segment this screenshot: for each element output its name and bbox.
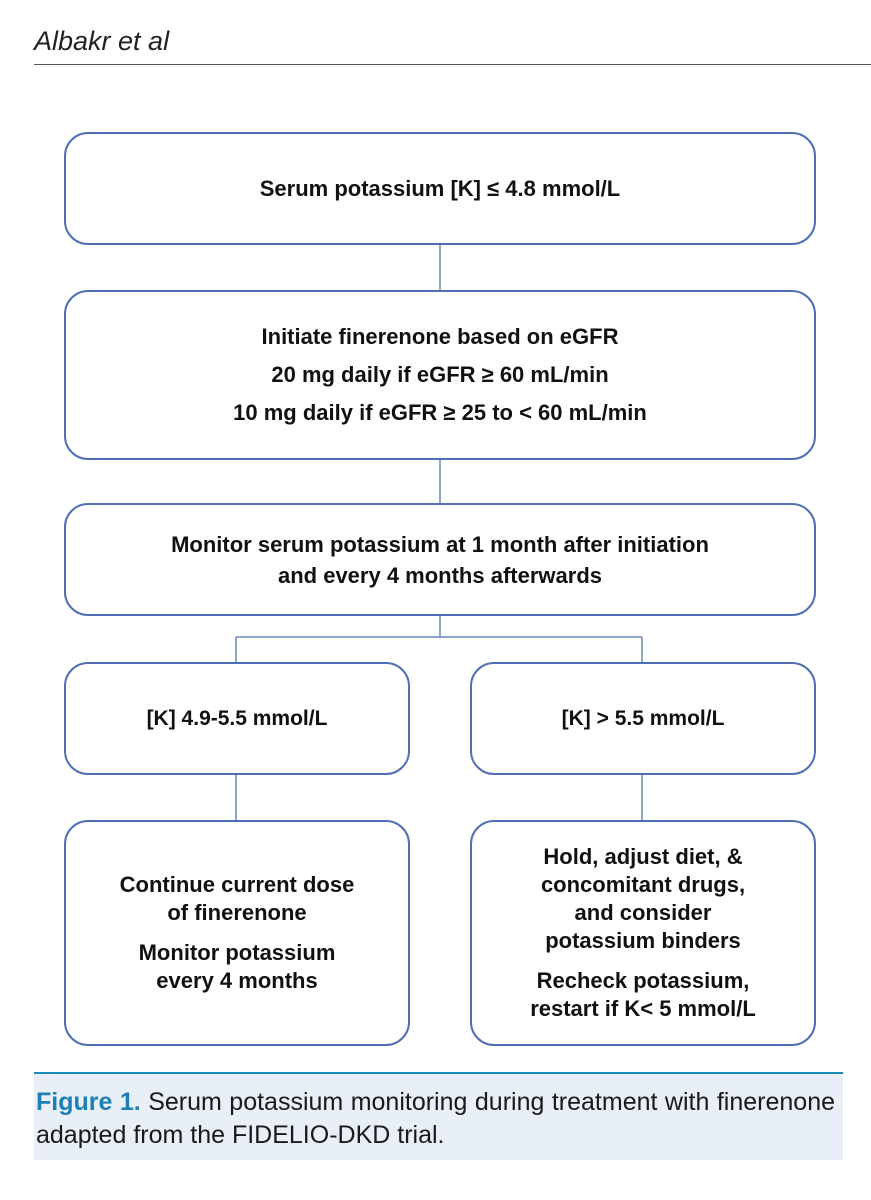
hold-text-line3: and consider <box>574 900 712 925</box>
initiate-finerenone-box <box>64 290 816 460</box>
serum-potassium-box <box>64 132 816 245</box>
continue-text-line4: every 4 months <box>156 968 318 993</box>
monitor-potassium-box <box>64 503 816 616</box>
k-low-range-text: [K] 4.9-5.5 mmol/L <box>146 706 328 730</box>
figure-caption <box>34 1072 843 1160</box>
hold-text-line6: restart if K< 5 mmol/L <box>530 996 756 1021</box>
hold-adjust-box <box>470 820 816 1046</box>
continue-text-line2: of finerenone <box>167 900 307 925</box>
hold-text-line2: concomitant drugs, <box>540 872 746 897</box>
running-header: Albakr et al <box>34 26 170 56</box>
hold-text-line1: Hold, adjust diet, & <box>543 844 743 869</box>
caption-text: Serum potassium monitoring during treatment with finerenone adapted from the FIDELIO-DKD trial. <box>36 1088 835 1149</box>
continue-text-line1: Continue current dose <box>119 872 355 897</box>
dose-20mg-text: 20 mg daily if eGFR ≥ 60 mL/min <box>271 362 609 387</box>
monitor-text-line1: Monitor serum potassium at 1 month after initiation <box>171 531 709 557</box>
k-high-range-box <box>470 662 816 775</box>
dose-10mg-text: 10 mg daily if eGFR ≥ 25 to < 60 mL/min <box>233 400 647 425</box>
initiate-text: Initiate finerenone based on eGFR <box>261 324 619 349</box>
hold-text-line5: Recheck potassium, <box>536 968 750 993</box>
k-high-range-text: [K] > 5.5 mmol/L <box>561 706 725 730</box>
monitor-text-line2: and every 4 months afterwards <box>277 562 602 588</box>
figure-label: Figure 1. <box>36 1088 141 1116</box>
serum-potassium-text: Serum potassium [K] ≤ 4.8 mmol/L <box>259 175 621 201</box>
continue-text-line3: Monitor potassium <box>138 940 336 965</box>
hold-text-line4: potassium binders <box>545 928 741 953</box>
k-low-range-box <box>64 662 410 775</box>
continue-dose-box <box>64 820 410 1046</box>
